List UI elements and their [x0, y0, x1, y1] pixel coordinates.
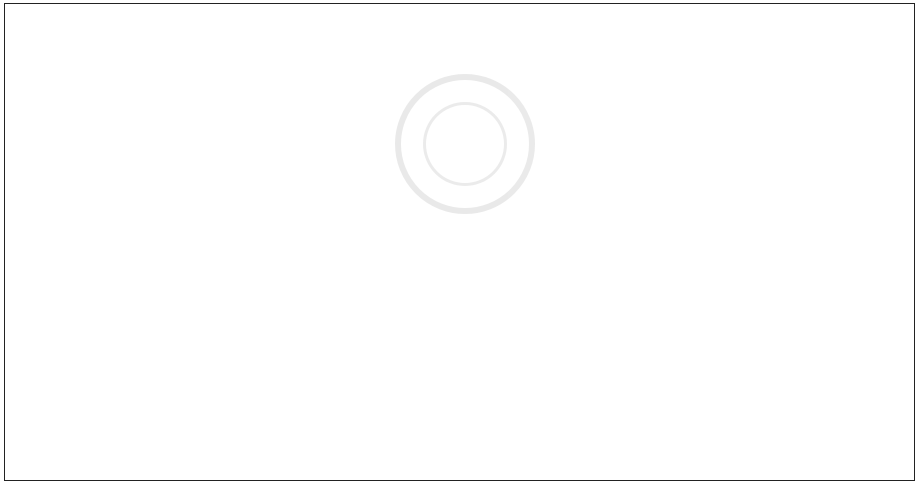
watermark-seal — [395, 74, 535, 214]
auction-notice — [4, 3, 915, 481]
